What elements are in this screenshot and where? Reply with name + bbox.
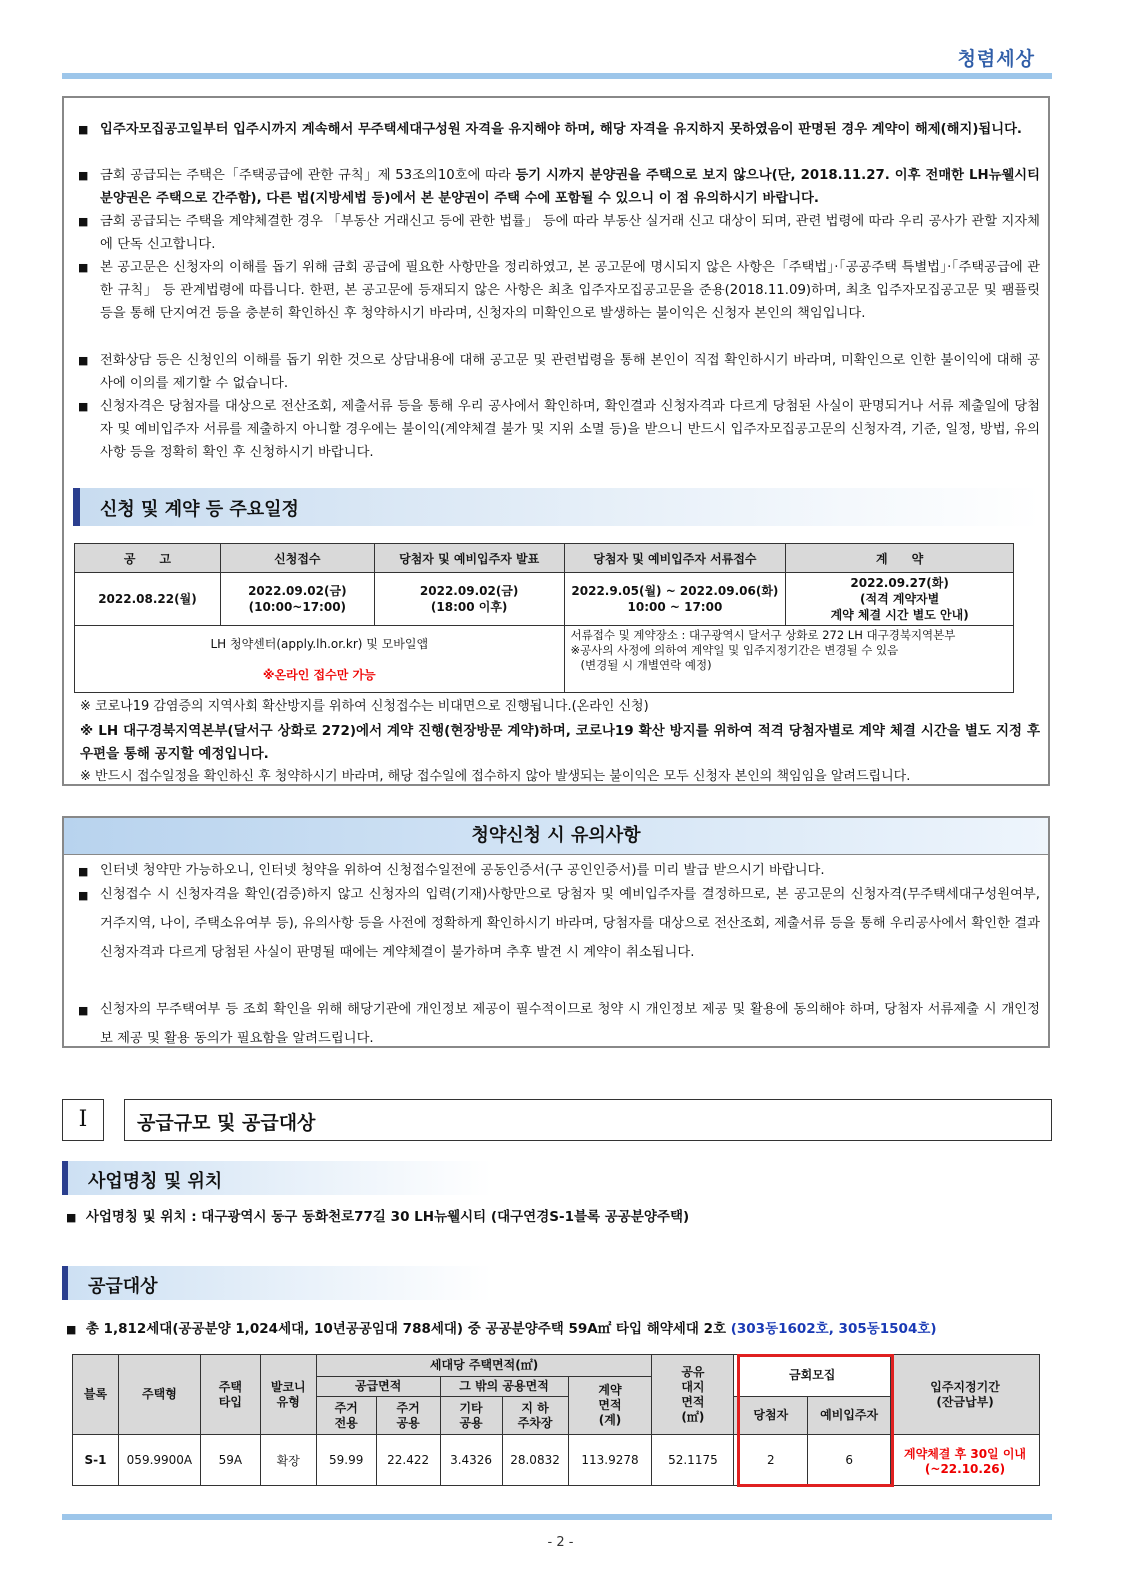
h-etc: 기타 공용 bbox=[440, 1397, 502, 1435]
bullet-icon: ■ bbox=[78, 354, 89, 367]
target-title: 공급대상 bbox=[88, 1276, 158, 1297]
header-rule bbox=[62, 73, 1052, 79]
sched-place-right bbox=[564, 626, 1013, 693]
change-note: ※공사의 사정에 의하여 계약일 및 입주지정기간은 변경될 수 있음 bbox=[570, 643, 899, 657]
section-title: 공급규모 및 공급대상 bbox=[137, 1112, 316, 1134]
footer-rule bbox=[62, 1514, 1052, 1520]
cell-reserve: 6 bbox=[808, 1435, 891, 1486]
target-header bbox=[62, 1266, 492, 1300]
h-htype: 주택 타입 bbox=[200, 1355, 260, 1435]
apply-place: LH 청약센터(apply.lh.or.kr) 및 모바일앱 bbox=[210, 637, 429, 651]
online-only-note: ※온라인 접수만 가능 bbox=[262, 668, 376, 682]
caution-item bbox=[80, 880, 1040, 967]
supply-table bbox=[72, 1354, 1040, 1486]
notice-item bbox=[80, 210, 1040, 256]
h-park: 지 하 주차장 bbox=[502, 1397, 568, 1435]
sched-place-left bbox=[75, 626, 565, 693]
contract-place: 서류접수 및 계약장소 : 대구광역시 달서구 상화로 272 LH 대구경북지역본부 bbox=[570, 628, 956, 642]
sched-header: 당첨자 및 예비입주자 서류접수 bbox=[564, 544, 786, 573]
sched-date: 2022.09.02(금) (10:00~17:00) bbox=[220, 573, 374, 626]
highlight-box bbox=[737, 1354, 894, 1487]
schedule-note-3: ※ 반드시 접수일정을 확인하신 후 청약하시기 바라며, 해당 접수일에 접수하지 않아 발생되는 불이익은 모두 신청자 본인의 책임임을 알려드립니다. bbox=[80, 769, 911, 784]
h-land: 공유 대지 면적 (㎡) bbox=[652, 1355, 734, 1435]
business-line: ■ 사업명칭 및 위치 : 대구광역시 동구 동화천로77길 30 LH뉴웰시티 (대구연경S-1블록 공공분양주택) bbox=[66, 1209, 690, 1225]
business-text: 사업명칭 및 위치 : 대구광역시 동구 동화천로77길 30 LH뉴웰시티 (대구연경S-1블록 공공분양주택) bbox=[85, 1209, 690, 1225]
section-title-box bbox=[124, 1099, 1052, 1141]
cell-park: 28.0832 bbox=[502, 1435, 568, 1486]
sched-header: 신청접수 bbox=[220, 544, 374, 573]
bullet-icon: ■ bbox=[78, 889, 89, 902]
cell-etc: 3.4326 bbox=[440, 1435, 502, 1486]
notice-item bbox=[80, 164, 1040, 210]
cell-winner: 2 bbox=[734, 1435, 808, 1486]
bullet-icon: ■ bbox=[78, 169, 89, 182]
bullet-icon: ■ bbox=[78, 400, 89, 413]
notice-text: 입주자모집공고일부터 입주시까지 계속해서 무주택세대구성원 자격을 유지해야 하며, 해당 자격을 유지하지 못하였음이 판명된 경우 계약이 해제(해지)됩니다. bbox=[100, 122, 1022, 137]
h-balcony: 발코니 유형 bbox=[260, 1355, 316, 1435]
h-common: 주거 공용 bbox=[376, 1397, 440, 1435]
caution-text: 신청자의 무주택여부 등 조회 확인을 위해 해당기관에 개인정보 제공이 필수적이므로 청약 시 개인정보 제공 및 활용에 동의해야 하며, 당첨자 서류제출 시 개인정보 제공 및 활용 동의가 필요함을 알려드립니다. bbox=[100, 1002, 1040, 1046]
schedule-note-1: ※ 코로나19 감염증의 지역사회 확산방지를 위하여 신청접수는 비대면으로 진행됩니다.(온라인 신청) bbox=[80, 699, 649, 714]
cell-land: 52.1175 bbox=[652, 1435, 734, 1486]
h-winner: 당첨자 bbox=[734, 1397, 808, 1435]
cell-move bbox=[891, 1435, 1040, 1486]
sched-header: 계 약 bbox=[786, 544, 1014, 573]
sched-date: 2022.09.02(금) (18:00 이후) bbox=[374, 573, 564, 626]
sched-date: 2022.09.27(화) (적격 계약자별 계약 체결 시간 별도 안내) bbox=[786, 573, 1014, 626]
cell-excl: 59.99 bbox=[316, 1435, 376, 1486]
notice-item bbox=[80, 256, 1040, 325]
caution-item bbox=[80, 995, 1040, 1053]
bullet-icon: ■ bbox=[78, 865, 89, 878]
h-excl: 주거 전용 bbox=[316, 1397, 376, 1435]
target-text: 총 1,812세대(공공분양 1,024세대, 10년공공임대 788세대) 중 공공분양주택 59A㎡ 타입 해약세대 2호 bbox=[85, 1321, 731, 1337]
page-number: - 2 - bbox=[547, 1535, 574, 1550]
business-title: 사업명칭 및 위치 bbox=[88, 1171, 223, 1192]
bullet-icon: ■ bbox=[78, 261, 89, 274]
cell-common: 22.422 bbox=[376, 1435, 440, 1486]
cell-htype: 59A bbox=[200, 1435, 260, 1486]
cell-type: 059.9900A bbox=[118, 1435, 200, 1486]
move-period: 계약체결 후 30일 이내 bbox=[904, 1446, 1027, 1461]
schedule-table bbox=[74, 543, 1014, 693]
caution-text: 인터넷 청약만 가능하오니, 인터넷 청약을 위하여 신청접수일전에 공동인증서(구 공인인증서)를 미리 발급 받으시기 바랍니다. bbox=[100, 863, 825, 878]
caution-title: 청약신청 시 유의사항 bbox=[64, 818, 1048, 855]
notice-text: 등기 시까지 분양권을 주택으로 보지 않으나(단, 2018.11.27. 이후 전매한 LH뉴웰시티 분양권은 주택으로 간주함), 다른 법(지방세법 등)에서 본 분양권이 주택 수에 포함될 수 있으니 이 점 유의하시기 바랍니다. bbox=[100, 168, 1040, 206]
bullet-icon: ■ bbox=[78, 1004, 89, 1017]
notice-text: 금회 공급되는 주택을 계약체결한 경우 「부동산 거래신고 등에 관한 법률」 등에 따라 부동산 실거래 신고 대상이 되며, 관련 법령에 따라 우리 공사가 관할 지자체에 단독 신고합니다. bbox=[100, 214, 1040, 252]
business-header bbox=[62, 1161, 492, 1195]
schedule-section-header bbox=[73, 488, 1041, 526]
schedule-note-2: ※ LH 대구경북지역본부(달서구 상화로 272)에서 계약 진행(현장방문 계약)하며, 코로나19 확산 방지를 위하여 적격 당첨자별로 계약 체결 시간을 별도 지정 후 우편을 통해 공지할 예정입니다. bbox=[80, 723, 1040, 762]
h-recruit: 금회모집 bbox=[734, 1355, 891, 1397]
change-note-2: (변경될 시 개별연락 예정) bbox=[580, 658, 712, 672]
h-other: 그 밖의 공용면적 bbox=[440, 1377, 568, 1397]
schedule-title: 신청 및 계약 등 주요일정 bbox=[100, 499, 299, 520]
sched-date: 2022.08.22(월) bbox=[75, 573, 221, 626]
sched-header: 당첨자 및 예비입주자 발표 bbox=[374, 544, 564, 573]
notice-text: 신청자격은 당첨자를 대상으로 전산조회, 제출서류 등을 통해 우리 공사에서 확인하며, 확인결과 신청자격과 다르게 당첨된 사실이 판명되거나 서류 제출일에 당첨자 및 예비입주자 서류를 제출하지 아니할 경우에는 불이익(계약체결 불가 및 지위 소멸 등)을 받으니 반드시 입주자모집공고문의 신청자격, 기준, 일정, 방법, 유의사항 등을 정확히 확인 후 신청하시기 바랍니다. bbox=[100, 399, 1040, 460]
sched-date: 2022.9.05(월) ~ 2022.09.06(화) 10:00 ~ 17:00 bbox=[564, 573, 786, 626]
section-number: I bbox=[62, 1099, 104, 1141]
target-line: ■ 총 1,812세대(공공분양 1,024세대, 10년공공임대 788세대) 중 공공분양주택 59A㎡ 타입 해약세대 2호 (303동1602호, 305동1504호) bbox=[66, 1321, 937, 1337]
notice-item bbox=[80, 118, 1040, 141]
h-block: 블록 bbox=[73, 1355, 119, 1435]
bullet-icon: ■ bbox=[78, 215, 89, 228]
bullet-icon: ■ bbox=[78, 123, 89, 136]
h-type: 주택형 bbox=[118, 1355, 200, 1435]
notice-text: 본 공고문은 신청자의 이해를 돕기 위해 금회 공급에 필요한 사항만을 정리하였고, 본 공고문에 명시되지 않은 사항은「주택법」·「공공주택 특별법」·「주택공급에 관한 규칙」 등 관계법령에 따릅니다. 한편, 본 공고문에 등재되지 않은 사항은 최초 입주자모집공고문을 준용(2018.11.09)하며, 최초 입주자모집공고문 및 팸플릿 등을 통해 단지여건 등을 충분히 확인하신 후 청약하시기 바라며, 신청자의 미확인으로 발생하는 불이익은 신청자 본인의 책임입니다. bbox=[100, 260, 1040, 321]
cell-contract: 113.9278 bbox=[568, 1435, 652, 1486]
cell-balcony: 확장 bbox=[260, 1435, 316, 1486]
h-move: 입주지정기간 (잔금납부) bbox=[891, 1355, 1040, 1435]
caution-text: 신청접수 시 신청자격을 확인(검증)하지 않고 신청자의 입력(기재)사항만으로 당첨자 및 예비입주자를 결정하므로, 본 공고문의 신청자격(무주택세대구성원여부, 거주지역, 나이, 주택소유여부 등), 유의사항 등을 사전에 정확하게 확인하시기 바라며, 당첨자를 대상으로 전산조회, 제출서류 등을 통해 우리공사에서 확인한 결과 신청자격과 다르게 당첨된 사실이 판명될 때에는 계약체결이 불가하며 추후 발견 시 계약이 취소됩니다. bbox=[100, 887, 1040, 960]
notice-item bbox=[80, 349, 1040, 395]
h-reserve: 예비입주자 bbox=[808, 1397, 891, 1435]
sched-header: 공 고 bbox=[75, 544, 221, 573]
notice-text: 전화상담 등은 신청인의 이해를 돕기 위한 것으로 상담내용에 대해 공고문 및 관련법령을 통해 본인이 직접 확인하시기 바라며, 미확인으로 인한 불이익에 대해 공사에 이의를 제기할 수 없습니다. bbox=[100, 353, 1040, 391]
cell-block: S-1 bbox=[73, 1435, 119, 1486]
logo: 청렴세상 bbox=[957, 48, 1035, 70]
notice-item bbox=[80, 395, 1040, 464]
h-supply: 공급면적 bbox=[316, 1377, 440, 1397]
move-date: (~22.10.26) bbox=[924, 1461, 1006, 1476]
h-area: 세대당 주택면적(㎡) bbox=[316, 1355, 652, 1377]
notice-text: 금회 공급되는 주택은「주택공급에 관한 규칙」제 53조의10호에 따라 bbox=[100, 168, 516, 183]
h-contract: 계약 면적 (계) bbox=[568, 1377, 652, 1435]
target-units: (303동1602호, 305동1504호) bbox=[730, 1321, 937, 1337]
